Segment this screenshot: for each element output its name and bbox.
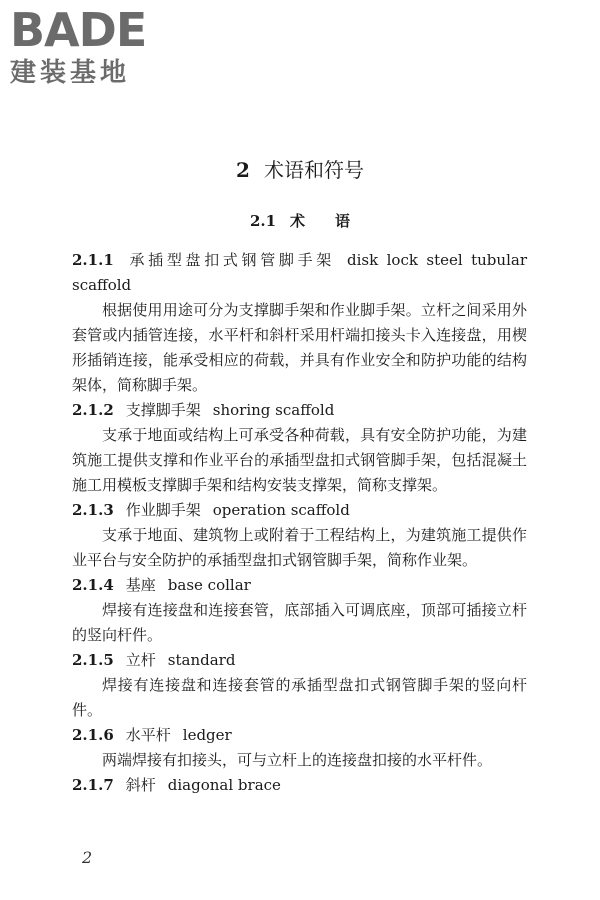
chapter-number: 2 [236,158,250,182]
term-entry [72,723,527,773]
term-entry [72,248,527,398]
term-definition: 焊接有连接盘和连接套管，底部插入可调底座，顶部可插接立杆的竖向杆件。 [72,601,527,644]
term-chinese: 基座 [125,576,156,594]
term-list [72,248,527,798]
term-english: diagonal brace [167,776,281,794]
term-chinese: 水平杆 [125,726,171,744]
section-number: 2.1 [249,212,277,230]
term-heading [72,648,527,673]
term-english: disk lock steel tubular scaffold [72,251,527,294]
term-entry [72,773,527,798]
term-definition: 支承于地面或结构上可承受各种荷载，具有安全防护功能，为建筑施工提供支撑和作业平台的承插型盘扣式钢管脚手架，包括混凝土施工用模板支撑脚手架和结构安装支撑架，简称支撑架。 [72,426,527,494]
logo-wordmark: BADE [10,3,147,57]
term-heading [72,573,527,598]
term-definition: 两端焊接有扣接头，可与立杆上的连接盘扣接的水平杆件。 [102,751,493,769]
logo-chinese-name: 建装基地 [10,58,131,88]
logo [10,3,180,88]
term-code: 2.1.5 [72,651,114,669]
page-number: 2 [82,848,93,867]
term-chinese: 支撑脚手架 [125,401,201,419]
term-entry [72,398,527,498]
term-code: 2.1.1 [72,251,114,269]
section-title-text: 术 语 [290,212,351,230]
term-english: base collar [167,576,251,594]
term-heading [72,773,527,798]
term-chinese: 立杆 [125,651,156,669]
term-entry [72,573,527,648]
term-code: 2.1.6 [72,726,114,744]
term-chinese: 承插型盘扣式钢管脚手架 [125,251,335,269]
term-english: ledger [182,726,232,744]
term-definition: 支承于地面、建筑物上或附着于工程结构上，为建筑施工提供作业平台与安全防护的承插型盘扣式钢管脚手架，简称作业架。 [72,526,527,569]
term-heading [72,248,527,298]
term-english: standard [167,651,236,669]
term-code: 2.1.7 [72,776,114,794]
term-code: 2.1.4 [72,576,114,594]
term-code: 2.1.3 [72,501,114,519]
chapter-title-text: 术语和符号 [263,158,364,182]
section-title [0,210,600,232]
term-heading [72,398,527,423]
term-chinese: 作业脚手架 [125,501,201,519]
term-english: operation scaffold [212,501,350,519]
term-english: shoring scaffold [212,401,335,419]
term-heading [72,498,527,523]
term-definition: 焊接有连接盘和连接套管的承插型盘扣式钢管脚手架的竖向杆件。 [72,676,527,719]
term-definition: 根据使用用途可分为支撑脚手架和作业脚手架。立杆之间采用外套管或内插管连接，水平杆和斜杆采用杆端扣接头卡入连接盘，用楔形插销连接，能承受相应的荷载，并具有作业安全和防护功能的结构架体，简称脚手架。 [72,301,527,394]
term-entry [72,498,527,573]
term-heading [72,723,527,748]
chapter-title [0,156,600,184]
term-code: 2.1.2 [72,401,114,419]
term-entry [72,648,527,723]
term-chinese: 斜杆 [125,776,156,794]
